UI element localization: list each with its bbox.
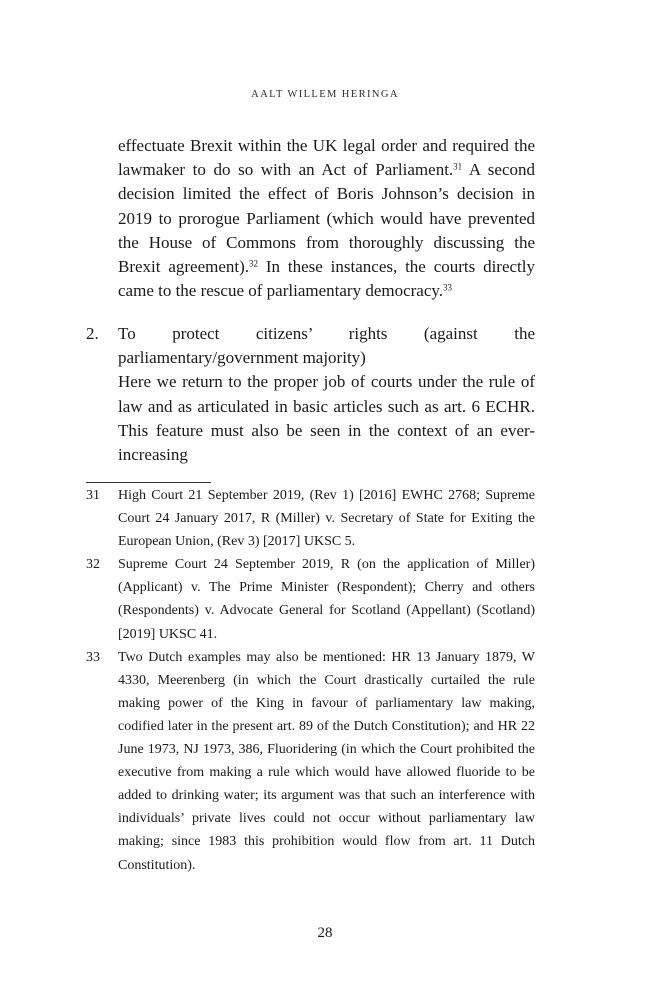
footnote bbox=[86, 484, 535, 553]
footnote-text: High Court 21 September 2019, (Rev 1) [2016] EWHC 2768; Supreme Court 24 January 2017, R (Miller) v. Secretary of State for Exiting the European Union, (Rev 3) [2017] UKSC 5. bbox=[118, 488, 535, 550]
paragraph-text: In these instances, the courts directly came to the rescue of parliamentary democracy. bbox=[118, 257, 535, 301]
footnote-number: 32 bbox=[86, 557, 100, 573]
footnote-ref[interactable]: 33 bbox=[443, 282, 453, 293]
numbered-list-item bbox=[86, 322, 535, 467]
footnote-number: 31 bbox=[86, 488, 100, 503]
footnote-text: Supreme Court 24 September 2019, R (on the application of Miller) (Applicant) v. The Prime Minister (Respondent); Cherry and others (Respondents) v. Advocate General for Scotland (Appellant) (Scotland) [2019] UKSC 41. bbox=[118, 557, 535, 642]
footnotes bbox=[86, 484, 535, 877]
footnote bbox=[86, 646, 535, 877]
paragraph-text: effectuate Brexit within the UK legal order and required the lawmaker to do so with an Act of Parliament. bbox=[118, 136, 535, 180]
list-number: 2. bbox=[86, 324, 99, 343]
footnote-ref[interactable]: 32 bbox=[249, 258, 259, 269]
list-item-heading: To protect citizens’ rights (against the parliamentary/government majority) bbox=[118, 324, 535, 368]
page-number: 28 bbox=[317, 925, 333, 941]
footnote-separator bbox=[86, 482, 211, 483]
running-head: AALT WILLEM HERINGA bbox=[251, 89, 399, 100]
footnote-ref[interactable]: 31 bbox=[453, 161, 463, 172]
list-item-text: Here we return to the proper job of courts under the rule of law and as articulated in basic articles such as art. 6 ECHR. This feature must also be seen in the context of an ever-increasing bbox=[118, 372, 535, 465]
footnote-number: 33 bbox=[86, 649, 100, 665]
footnote bbox=[86, 553, 535, 645]
body-paragraph bbox=[118, 134, 535, 303]
paragraph-text: A second decision limited the effect of Boris Johnson’s decision in 2019 to prorogue Parliament (which would have prevented the House of Commons from thoroughly discussing the Brexit agreement). bbox=[118, 160, 535, 277]
footnote-text: Two Dutch examples may also be mentioned: HR 13 January 1879, W 4330, Meerenberg (in which the Court drastically curtailed the rule making power of the King in favour of parliamentary law making, codified later in the present art. 89 of the Dutch Constitution); and HR 22 June 1973, NJ 1973, 386, Fluoridering (in which the Court prohibited the executive from making a rule which would have allowed fluoride to be added to drinking water; its argument was that such an interference with individuals’ private lives could not occur without parliamentary law making; since 1983 this prohibition would flow from art. 11 Dutch Constitution). bbox=[118, 649, 535, 873]
